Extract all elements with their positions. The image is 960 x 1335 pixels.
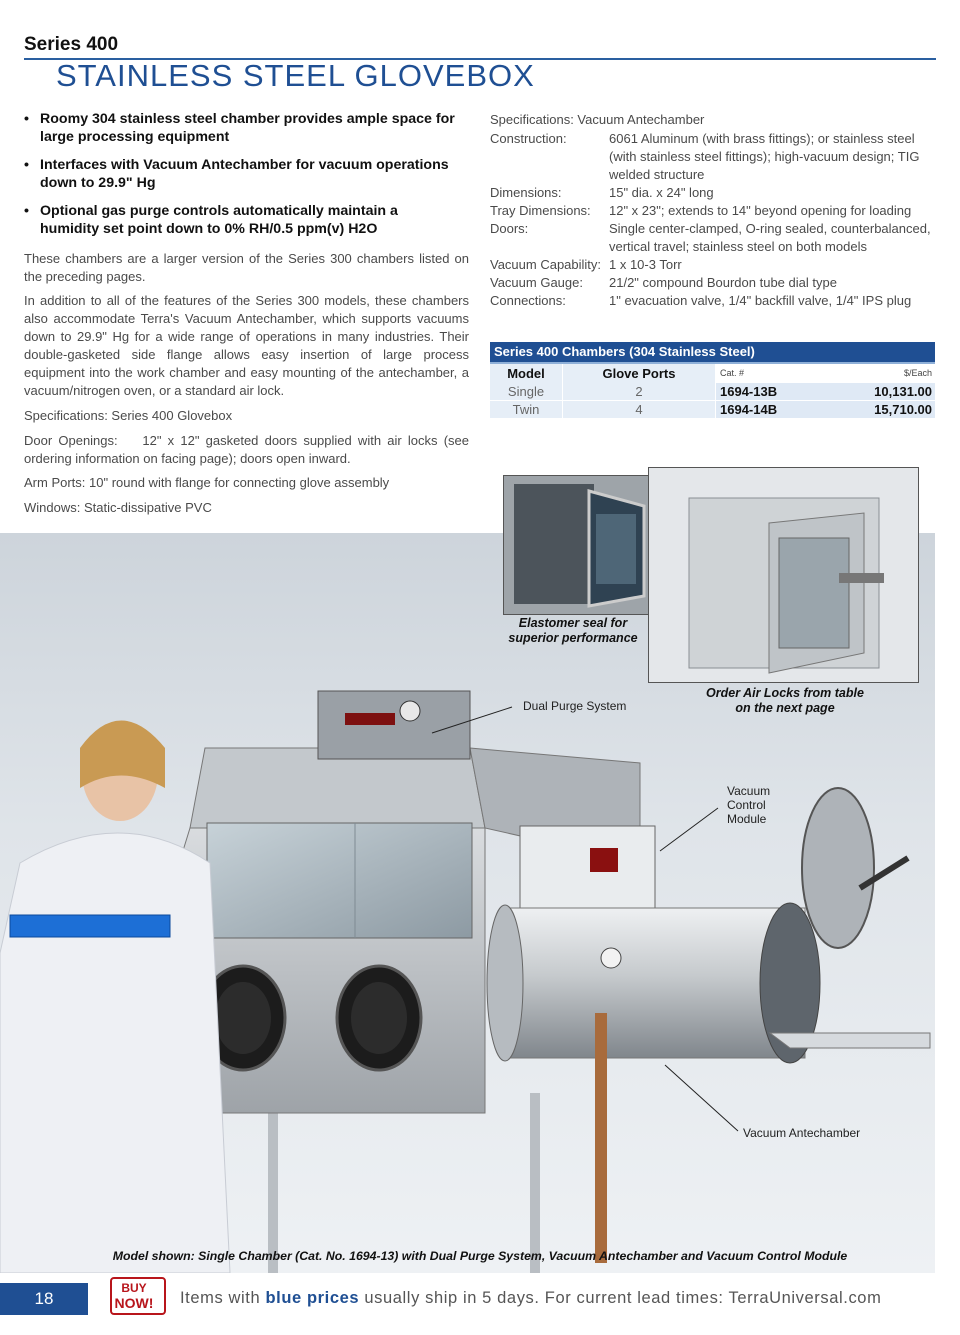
price-table-caption: Series 400 Chambers (304 Stainless Steel) xyxy=(490,342,935,362)
callout-line-antechamber xyxy=(665,1065,738,1131)
spec-label: Connections: xyxy=(490,293,566,308)
loading-tray xyxy=(770,1033,930,1048)
spec-value: 15" dia. x 24" long xyxy=(609,185,714,200)
glovebox-spec-heading: Specifications: Series 400 Glovebox xyxy=(24,408,233,423)
header-model: Model xyxy=(490,364,563,383)
bullet-icon: • xyxy=(24,157,29,173)
page-title: STAINLESS STEEL GLOVEBOX xyxy=(56,58,535,93)
inset-photo-elastomer-seal xyxy=(503,475,666,615)
vacuum-gauge-dial xyxy=(601,948,621,968)
intro-paragraph: These chambers are a larger version of the Series 300 chambers listed on the preceding pages. xyxy=(24,251,469,284)
windows-spec: Windows: Static-dissipative PVC xyxy=(24,500,212,515)
feature-text: Roomy 304 stainless steel chamber provides ample space for large processing equipment xyxy=(40,111,455,145)
glove-port-left-inner xyxy=(215,982,271,1054)
price-table-header xyxy=(490,362,935,383)
stand-leg xyxy=(268,1093,278,1273)
cell-glove-ports: 4 xyxy=(563,401,716,418)
spec-label: Vacuum Capability: xyxy=(490,257,602,272)
callout-line-vacuum-control xyxy=(660,808,718,851)
callout-dual-purge: Dual Purge System xyxy=(523,699,627,713)
model-caption: Model shown: Single Chamber (Cat. No. 1694-13) with Dual Purge System, Vacuum Antechamber and Vacuum Control Module xyxy=(112,1249,848,1263)
cell-model: Single xyxy=(490,383,563,400)
feature-item xyxy=(24,202,456,238)
series-label: Series 400 xyxy=(24,34,119,55)
cell-price: 15,710.00 xyxy=(840,401,935,418)
bullet-icon: • xyxy=(24,203,29,219)
spec-label: Dimensions: xyxy=(490,185,562,200)
antechamber-spec-heading: Specifications: Vacuum Antechamber xyxy=(490,112,705,127)
spec-value: 21/2" compound Bourdon tube dial type xyxy=(609,275,837,290)
feature-item xyxy=(24,156,456,192)
feature-list xyxy=(24,110,456,248)
footer-text-post: usually ship in 5 days. For current lead times: TerraUniversal.com xyxy=(359,1289,882,1307)
vacuum-pipe xyxy=(595,1013,607,1263)
control-display xyxy=(590,848,618,872)
spec-label: Doors: xyxy=(490,221,529,236)
glove-port-right-inner xyxy=(351,982,407,1054)
features-paragraph: In addition to all of the features of the Series 300 models, these chambers also accommodate Terra's Vacuum Antechamber, which supports vacuums down to 29.9" Hg for a wide range of operations in many industries. Their double-gasketed side flange allows easy insertion of large process equipment into the work chamber and easy mounting of the antechamber, a vacuum/nitrogen oven, or a standard air lock. xyxy=(24,293,469,398)
chamber-top xyxy=(190,748,485,828)
price-table xyxy=(490,342,935,418)
inset-photo-air-lock xyxy=(648,467,919,683)
cell-model: Twin xyxy=(490,401,563,418)
person-coverall xyxy=(0,833,230,1273)
spec-value: 6061 Aluminum (with brass fittings); or stainless steel (with stainless steel fittings); high-vacuum design; TIG welded structure xyxy=(609,131,920,182)
antechamber-door xyxy=(802,788,874,948)
page-number: 18 xyxy=(0,1283,88,1315)
cell-cat-number: 1694-14B xyxy=(716,401,840,418)
callout-vacuum-control: Vacuum Control Module xyxy=(727,784,771,826)
bullet-icon: • xyxy=(24,111,29,127)
blue-tray xyxy=(10,915,170,937)
spec-value: 12" x 23"; extends to 14" beyond opening for loading xyxy=(609,203,912,218)
buy-now-icon xyxy=(110,1277,166,1315)
vacuum-control-module xyxy=(520,826,655,921)
buy-now-logo[interactable] xyxy=(110,1277,166,1315)
antechamber-flange xyxy=(487,905,523,1061)
elastomer-caption: Elastomer seal for superior performance xyxy=(508,616,638,645)
now-text: NOW! xyxy=(114,1295,154,1311)
cell-price: 10,131.00 xyxy=(840,383,935,400)
air-locks-caption: Order Air Locks from table on the next page xyxy=(706,686,864,715)
stand-leg xyxy=(530,1093,540,1273)
spec-label: Construction: xyxy=(490,131,567,146)
footer-blue-prices: blue prices xyxy=(265,1289,360,1307)
footer-text-pre: Items with xyxy=(180,1289,266,1307)
chamber-window xyxy=(207,823,472,938)
cell-cat-number: 1694-13B xyxy=(716,383,840,400)
header-glove-ports: Glove Ports xyxy=(563,364,716,383)
spec-label: Vacuum Gauge: xyxy=(490,275,583,290)
purge-gauge xyxy=(400,701,420,721)
spec-value: 1 x 10-3 Torr xyxy=(609,257,682,272)
purge-display xyxy=(345,713,395,725)
buy-text: BUY xyxy=(121,1281,147,1295)
spec-value: Single center-clamped, O-ring sealed, counterbalanced, vertical travel; stainless steel on both models xyxy=(609,221,931,254)
air-lock-image xyxy=(649,468,918,682)
header-cat: Cat. # xyxy=(716,364,840,383)
callout-vacuum-antechamber: Vacuum Antechamber xyxy=(743,1126,861,1140)
header-price: $/Each xyxy=(840,364,935,383)
spec-label: Tray Dimensions: xyxy=(490,203,591,218)
feature-item xyxy=(24,110,456,146)
elastomer-door-image xyxy=(504,476,665,614)
cell-glove-ports: 2 xyxy=(563,383,716,400)
table-row xyxy=(490,383,935,400)
feature-text: Optional gas purge controls automatically maintain a humidity set point down to 0% RH/0.5 ppm(v) H2O xyxy=(40,203,398,237)
door-openings-spec: Door Openings: 12" x 12" gasketed doors supplied with air locks (see ordering information on facing page); doors open inward. xyxy=(24,433,473,466)
footer-note xyxy=(180,1289,881,1308)
spec-value: 1" evacuation valve, 1/4" backfill valve, 1/4" IPS plug xyxy=(609,293,912,308)
table-row xyxy=(490,400,935,418)
arm-ports-spec: Arm Ports: 10" round with flange for connecting glove assembly xyxy=(24,475,390,490)
feature-text: Interfaces with Vacuum Antechamber for vacuum operations down to 29.9" Hg xyxy=(40,157,449,191)
